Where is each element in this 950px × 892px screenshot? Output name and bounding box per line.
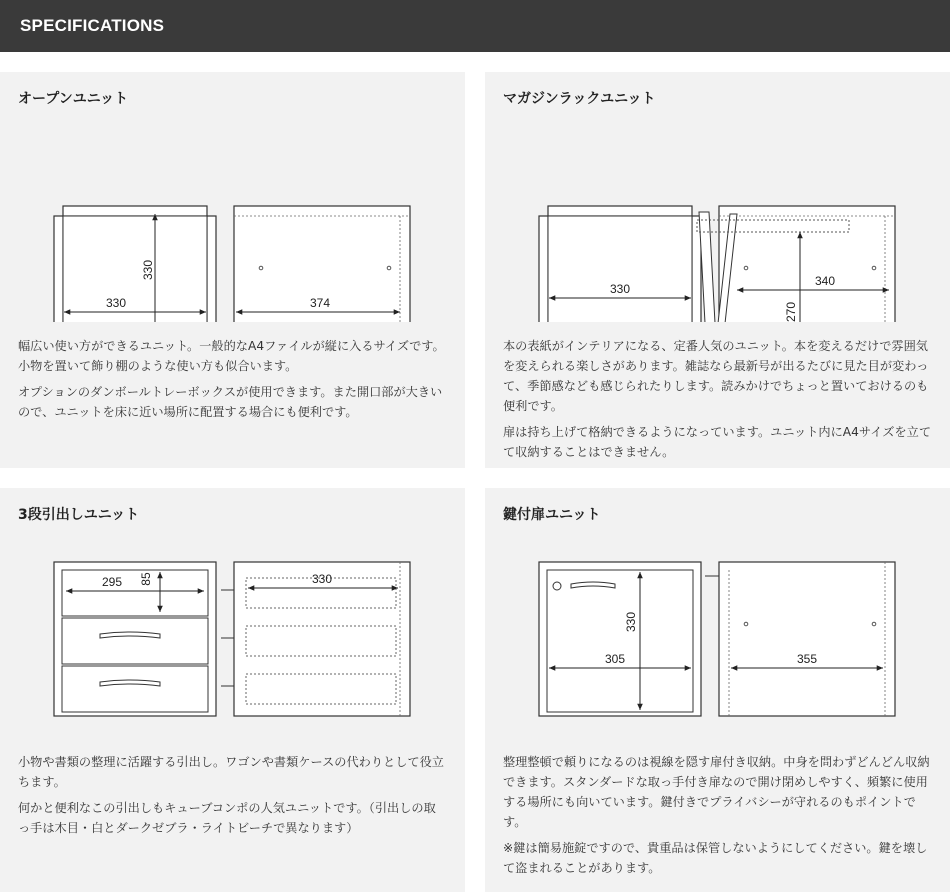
three-drawer-unit-card	[0, 488, 465, 892]
dim-depth: 340	[814, 274, 836, 288]
dim-height: 330	[624, 611, 638, 633]
paragraph: 本の表紙がインテリアになる、定番人気のユニット。本を変えるだけで雰囲気を変えられる楽しさがあります。雑誌なら最新号が出るたびに見た目が変わって、季節感なども感じられたりします。読みかけでちょっと置いておけるのも便利です。	[503, 339, 929, 413]
dim-depth: 355	[796, 652, 818, 666]
specifications-header	[0, 0, 950, 52]
dim-depth: 374	[309, 296, 331, 310]
magazine-rack-unit-description	[503, 336, 932, 468]
dim-width: 330	[105, 296, 127, 310]
dim-width: 330	[609, 282, 631, 296]
dim-width: 305	[604, 652, 626, 666]
paragraph: ※鍵は簡易施錠ですので、貴重品は保管しないようにしてください。鍵を壊して盗まれることがあります。	[503, 841, 928, 875]
card-title: 3段引出しユニット	[18, 507, 140, 523]
paragraph: 何かと便利なこの引出しもキューブコンポの人気ユニットです。（引出しの取っ手は木目・白とダークゼブラ・ライトビーチで異なります）	[18, 801, 436, 835]
paragraph: 幅広い使い方ができるユニット。一般的なA4ファイルが縦に入るサイズです。小物を置いて飾り棚のような使い方も似合います。	[18, 339, 445, 373]
three-drawer-unit-diagram	[0, 548, 465, 738]
dim-height: 270	[784, 301, 798, 322]
dim-height: 85	[139, 572, 153, 586]
card-title: 鍵付扉ユニット	[503, 507, 601, 523]
dim-depth: 330	[311, 572, 333, 586]
magazine-rack-unit-card	[485, 72, 950, 468]
paragraph: 扉は持ち上げて格納できるようになっています。ユニット内にA4サイズを立てて収納することはできません。	[503, 425, 932, 459]
dim-height: 330	[141, 259, 155, 281]
lock-door-unit-card	[485, 488, 950, 892]
paragraph: 小物や書類の整理に活躍する引出し。ワゴンや書類ケースの代わりとして役立ちます。	[18, 755, 444, 789]
paragraph: 整理整頓で頼りになるのは視線を隠す扉付き収納。中身を問わずどんどん収納できます。スタンダードな取っ手付き扉なので開け閉めしやすく、頻繁に使用する場所にも向いています。鍵付きでプライバシーが守れるのもポイントです。	[503, 755, 930, 829]
dim-width: 295	[101, 575, 123, 589]
open-unit-description	[18, 336, 447, 428]
card-title: マガジンラックユニット	[503, 91, 656, 107]
lock-door-unit-diagram	[485, 548, 950, 738]
open-unit-card	[0, 72, 465, 468]
card-title: オープンユニット	[18, 91, 129, 107]
paragraph: オプションのダンボールトレーボックスが使用できます。また開口部が大きいので、ユニットを床に近い場所に配置する場合にも便利です。	[18, 385, 443, 419]
three-drawer-unit-description	[18, 752, 447, 844]
magazine-rack-unit-diagram	[485, 132, 950, 322]
lock-door-unit-description	[503, 752, 932, 884]
header-title: SPECIFICATIONS	[20, 16, 165, 35]
open-unit-diagram	[0, 132, 465, 322]
